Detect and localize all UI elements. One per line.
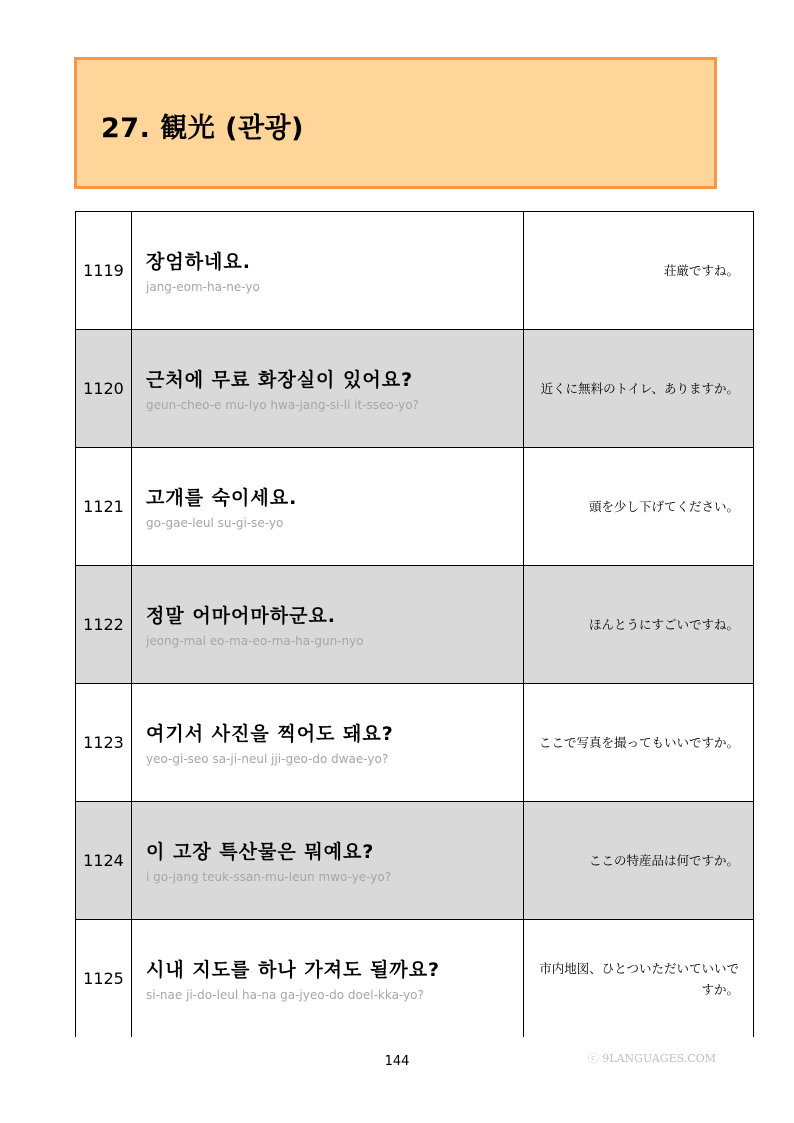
japanese-translation: ここの特産品は何ですか。 xyxy=(524,802,754,920)
table-row xyxy=(76,330,754,448)
korean-phrase: 시내 지도를 하나 가져도 될까요? xyxy=(146,959,441,981)
korean-phrase: 정말 어마어마하군요. xyxy=(146,605,337,627)
japanese-translation: ほんとうにすごいですね。 xyxy=(524,566,754,684)
table-row xyxy=(76,920,754,1038)
phrase-number: 1124 xyxy=(76,802,132,920)
romanization: go-gae-leul su-gi-se-yo xyxy=(146,516,284,530)
phrase-korean-cell xyxy=(132,684,524,802)
korean-phrase: 장엄하네요. xyxy=(146,251,251,273)
romanization: jeong-mal eo-ma-eo-ma-ha-gun-nyo xyxy=(146,634,364,648)
japanese-translation: 荘厳ですね。 xyxy=(524,212,754,330)
phrase-korean-cell xyxy=(132,802,524,920)
korean-phrase: 근처에 무료 화장실이 있어요? xyxy=(146,369,414,391)
page-number: 144 xyxy=(384,1054,410,1069)
table-row xyxy=(76,448,754,566)
phrase-korean-cell xyxy=(132,920,524,1038)
japanese-translation: 近くに無料のトイレ、ありますか。 xyxy=(524,330,754,448)
japanese-translation: ここで写真を撮ってもいいですか。 xyxy=(524,684,754,802)
romanization: si-nae ji-do-leul ha-na ga-jyeo-do doel-kka-yo? xyxy=(146,988,424,1002)
phrase-number: 1120 xyxy=(76,330,132,448)
chapter-header xyxy=(74,57,717,189)
romanization: i go-jang teuk-ssan-mu-leun mwo-ye-yo? xyxy=(146,870,392,884)
copyright-notice: ⓒ 9LANGUAGES.COM xyxy=(587,1052,716,1065)
phrase-korean-cell xyxy=(132,212,524,330)
chapter-title: 27. 観光 (관광) xyxy=(101,113,304,144)
table-row xyxy=(76,212,754,330)
korean-phrase: 이 고장 특산물은 뭐예요? xyxy=(146,841,375,863)
phrase-korean-cell xyxy=(132,566,524,684)
phrase-number: 1123 xyxy=(76,684,132,802)
table-row xyxy=(76,566,754,684)
phrase-korean-cell xyxy=(132,330,524,448)
korean-phrase: 여기서 사진을 찍어도 돼요? xyxy=(146,723,394,745)
phrase-table xyxy=(75,211,754,1037)
japanese-translation: 市内地図、ひとついただいていいですか。 xyxy=(524,920,754,1038)
table-row xyxy=(76,684,754,802)
phrase-number: 1122 xyxy=(76,566,132,684)
romanization: geun-cheo-e mu-lyo hwa-jang-si-li it-sseo-yo? xyxy=(146,398,419,412)
phrase-number: 1121 xyxy=(76,448,132,566)
romanization: yeo-gi-seo sa-ji-neul jji-geo-do dwae-yo? xyxy=(146,752,389,766)
phrase-number: 1119 xyxy=(76,212,132,330)
table-row xyxy=(76,802,754,920)
korean-phrase: 고개를 숙이세요. xyxy=(146,487,298,509)
phrase-korean-cell xyxy=(132,448,524,566)
phrase-number: 1125 xyxy=(76,920,132,1038)
japanese-translation: 頭を少し下げてください。 xyxy=(524,448,754,566)
romanization: jang-eom-ha-ne-yo xyxy=(146,280,260,294)
